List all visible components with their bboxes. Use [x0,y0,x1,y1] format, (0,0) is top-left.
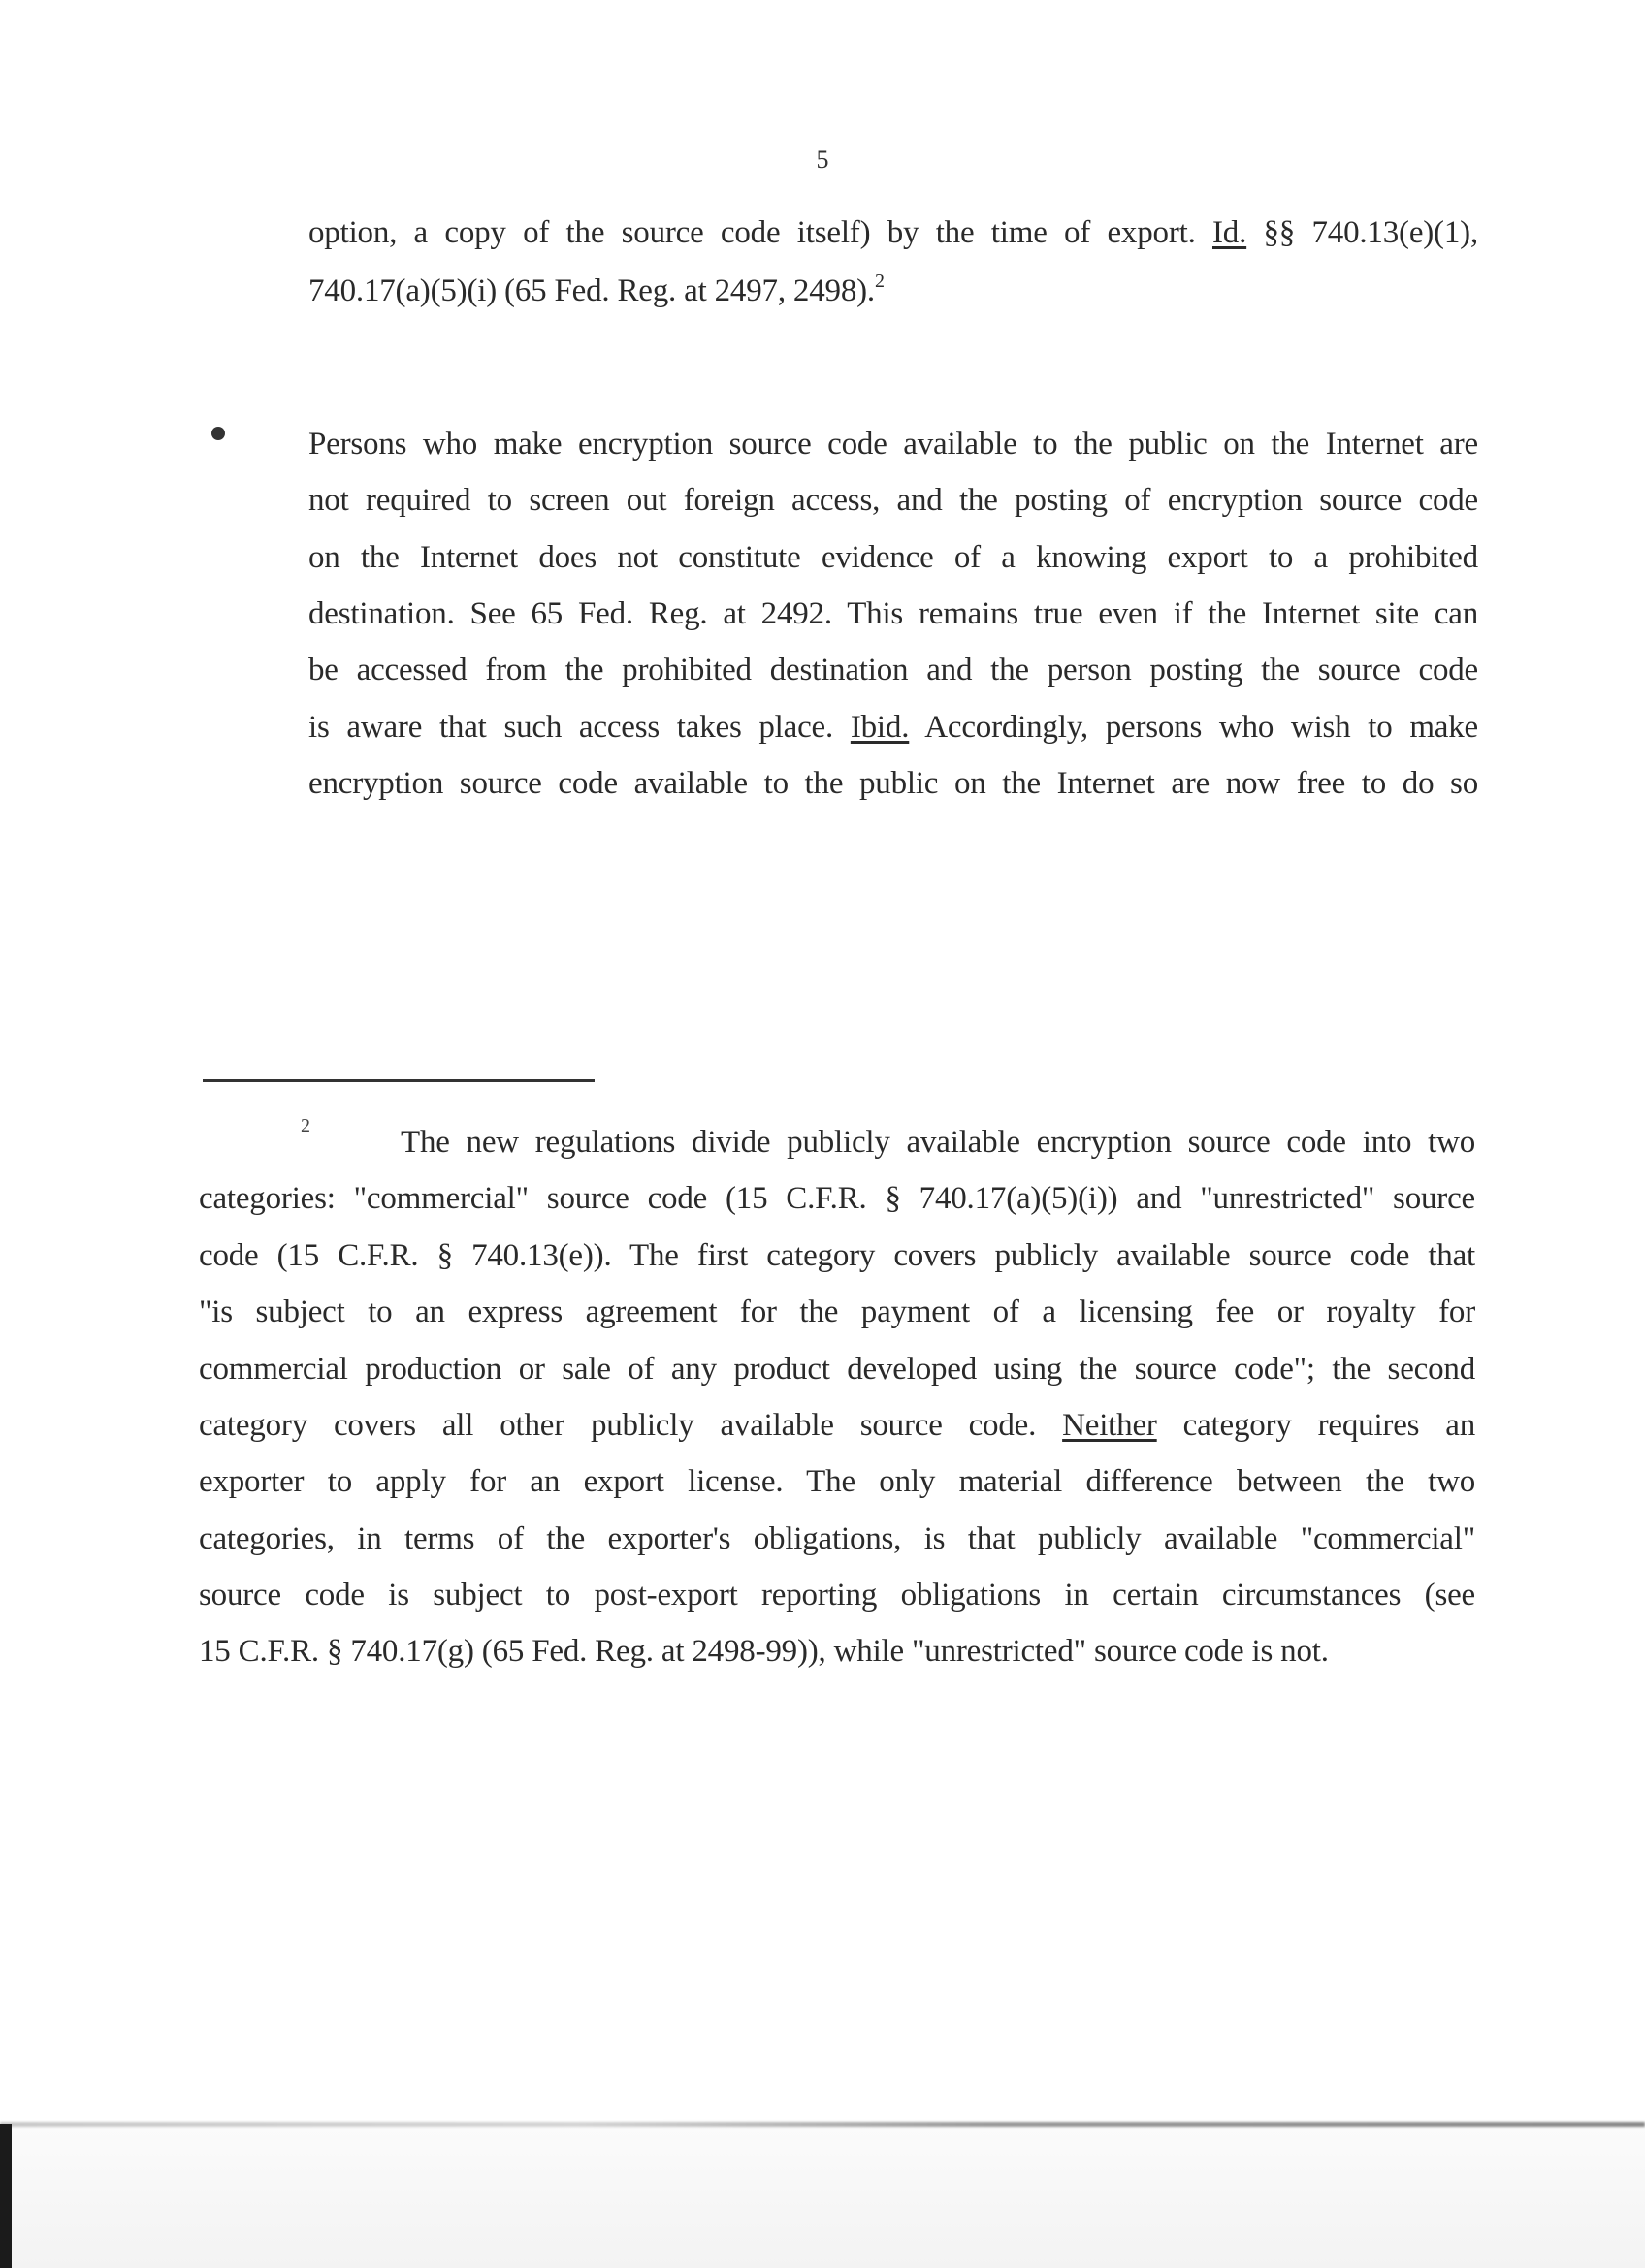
bullet-line-7: encryption source code available to the public on the Internet are now free to do so [308,766,1478,801]
bullet-icon [211,427,225,440]
body-line-2: 740.17(a)(5)(i) (65 Fed. Reg. at 2497, 2498).$^2$ [308,271,885,308]
footnote-line-8: categories, in terms of the exporter's obligations, is that publicly available "commercial" [199,1521,1475,1556]
scan-edge-strip [0,2124,12,2268]
bullet-line-6: is aware that such access takes place. Ibid. Accordingly, persons who wish to make [308,710,1478,745]
emphasis-neither: Neither [1062,1408,1157,1443]
citation-ibid: Ibid. [850,710,910,745]
bullet-line-2: not required to screen out foreign access, and the posting of encryption source code [308,483,1478,518]
footnote-line-3: code (15 C.F.R. § 740.13(e)). The first category covers publicly available source code that [199,1238,1475,1273]
footnote-line-1: The new regulations divide publicly available encryption source code into two [401,1125,1475,1160]
scan-edge-line [0,2122,1645,2127]
footnote-line-6: category covers all other publicly available source code. Neither category requires an [199,1408,1475,1443]
bullet-line-3: on the Internet does not constitute evidence of a knowing export to a prohibited [308,540,1478,575]
footnote-marker: 2 [301,1115,310,1136]
bullet-line-5: be accessed from the prohibited destination and the person posting the source code [308,653,1478,687]
footnote-reference: 2 [874,271,885,292]
footnote-line-2: categories: "commercial" source code (15 C.F.R. § 740.17(a)(5)(i)) and "unrestricted" source [199,1181,1475,1216]
scan-shadow-area [12,2127,1645,2268]
page-number: 5 [816,145,829,174]
footnote-line-9: source code is subject to post-export reporting obligations in certain circumstances (see [199,1578,1475,1613]
body-line-1: option, a copy of the source code itself) by the time of export. Id. §§ 740.13(e)(1), [308,215,1478,250]
citation-id: Id. [1212,215,1247,250]
footnote-line-4: "is subject to an express agreement for the payment of a licensing fee or royalty for [199,1294,1475,1329]
footnote-line-10: 15 C.F.R. § 740.17(g) (65 Fed. Reg. at 2498-99)), while "unrestricted" source code is not. [199,1634,1329,1669]
footnote-line-5: commercial production or sale of any product developed using the source code"; the second [199,1352,1475,1387]
bullet-line-1: Persons who make encryption source code available to the public on the Internet are [308,427,1478,462]
footnote-line-7: exporter to apply for an export license. The only material difference between the two [199,1464,1475,1499]
bullet-line-4: destination. See 65 Fed. Reg. at 2492. This remains true even if the Internet site can [308,596,1478,631]
footnote-separator [203,1079,595,1082]
